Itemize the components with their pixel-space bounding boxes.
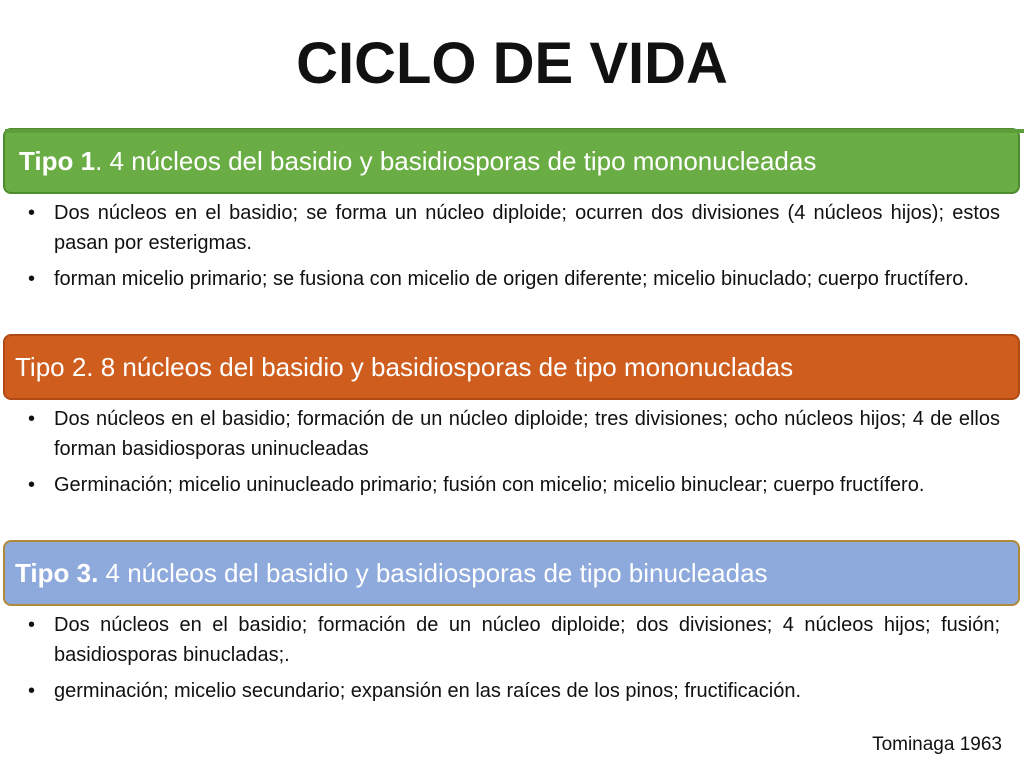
bullet-text: Germinación; micelio uninucleado primario; fusión con micelio; micelio binuclear; cuerpo fructífero. xyxy=(54,474,925,496)
bullet-icon: • xyxy=(28,680,36,702)
section-2-heading-band xyxy=(3,334,1020,400)
bullet-icon: • xyxy=(28,408,36,430)
section-3-bullet-list xyxy=(28,610,1000,712)
bullet-icon: • xyxy=(28,202,36,224)
section-1-heading-band xyxy=(3,128,1020,194)
section-1-heading-text: . 4 núcleos del basidio y basidiosporas de tipo mononucleadas xyxy=(95,145,817,176)
section-1-heading xyxy=(19,146,816,177)
list-item xyxy=(28,470,1000,500)
section-3-heading-text: 4 núcleos del basidio y basidiosporas de tipo binucleadas xyxy=(98,557,768,588)
section-2-type-label: Tipo 2 xyxy=(15,351,87,382)
bullet-icon: • xyxy=(28,614,36,636)
citation: Tominaga 1963 xyxy=(872,734,1002,755)
section-1-top-rule xyxy=(5,129,1024,133)
section-3-type-label: Tipo 3. xyxy=(15,557,99,588)
bullet-text: forman micelio primario; se fusiona con micelio de origen diferente; micelio binuclado; cuerpo fructífero. xyxy=(54,268,969,290)
bullet-text: Dos núcleos en el basidio; se forma un núcleo diploide; ocurren dos divisiones (4 núcleos hijos); estos pasan por esterigmas. xyxy=(54,202,1000,254)
section-3-heading-band xyxy=(3,540,1020,606)
list-item xyxy=(28,676,1000,706)
section-1-bullet-list xyxy=(28,198,1000,300)
list-item xyxy=(28,264,1000,294)
bullet-icon: • xyxy=(28,268,36,290)
list-item xyxy=(28,610,1000,670)
list-item xyxy=(28,404,1000,464)
section-3-heading xyxy=(15,558,768,589)
bullet-icon: • xyxy=(28,474,36,496)
bullet-text: Dos núcleos en el basidio; formación de un núcleo diploide; dos divisiones; 4 núcleos hijos; fusión; basidiosporas binucladas;. xyxy=(54,614,1000,666)
slide-title: CICLO DE VIDA xyxy=(296,31,728,96)
bullet-text: germinación; micelio secundario; expansión en las raíces de los pinos; fructificación. xyxy=(54,680,802,702)
section-2-heading-text: . 8 núcleos del basidio y basidiosporas de tipo mononucladas xyxy=(86,351,794,382)
section-1-type-label: Tipo 1 xyxy=(19,145,96,176)
section-2-heading xyxy=(15,352,793,383)
section-2-bullet-list xyxy=(28,404,1000,506)
list-item xyxy=(28,198,1000,258)
bullet-text: Dos núcleos en el basidio; formación de un núcleo diploide; tres divisiones; ocho núcleos hijos; 4 de ellos forman basidiosporas uninucleadas xyxy=(54,408,1000,460)
